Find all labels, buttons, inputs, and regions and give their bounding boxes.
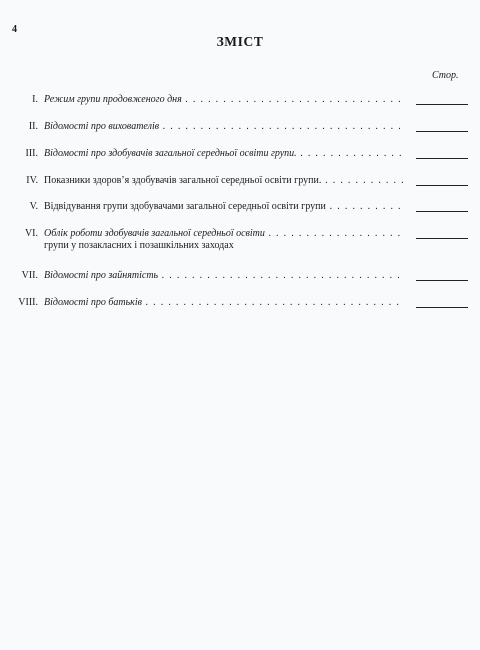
page-column-header: Стор.	[432, 70, 459, 81]
toc-entry-text: Облік роботи здобувачів загальної середньої освіти . . .	[44, 228, 404, 240]
page-number-blank	[416, 280, 468, 281]
page-number: 4	[12, 24, 17, 35]
toc-entry	[0, 175, 480, 201]
toc-numeral: I.	[32, 94, 38, 105]
page-number-blank	[416, 104, 468, 105]
toc-numeral: VII.	[21, 270, 38, 281]
toc-entry-text: Режим групи продовженого дня . . .	[44, 94, 404, 106]
page-number-blank	[416, 131, 468, 132]
toc-entry	[0, 121, 480, 147]
toc-entry-text: Відомості про здобувачів загальної середньої освіти групи. . . .	[44, 148, 404, 160]
toc-entry	[0, 228, 480, 254]
page-number-blank	[416, 185, 468, 186]
toc-numeral: V.	[29, 201, 38, 212]
toc-entry	[0, 270, 480, 296]
toc-entry	[0, 201, 480, 227]
toc-numeral: VIII.	[18, 297, 38, 308]
page-title: ЗМІСТ	[216, 34, 264, 49]
toc-entry-text: Відомості про батьків . . .	[44, 297, 404, 309]
toc-numeral: VI.	[24, 228, 38, 239]
toc-entry-text: Відвідування групи здобувачами загальної середньої освіти групи . . .	[44, 201, 404, 213]
toc-entry-text: Відомості про вихователів . . .	[44, 121, 404, 133]
page-number-blank	[416, 238, 468, 239]
page-number-blank	[416, 158, 468, 159]
page-number-blank	[416, 307, 468, 308]
toc-entry	[0, 297, 480, 323]
toc-entry	[0, 148, 480, 174]
toc-numeral: II.	[28, 121, 38, 132]
toc-numeral: IV.	[26, 175, 38, 186]
toc-entry-text: Відомості про зайнятість . . .	[44, 270, 404, 282]
toc-numeral: III.	[25, 148, 38, 159]
toc-entry-text-continuation: групи у позакласних і позашкільних заходах	[44, 240, 234, 251]
toc-entry-text: Показники здоров’я здобувачів загальної середньої освіти групи. . . .	[44, 175, 404, 187]
page-number-blank	[416, 211, 468, 212]
toc-entry	[0, 94, 480, 120]
